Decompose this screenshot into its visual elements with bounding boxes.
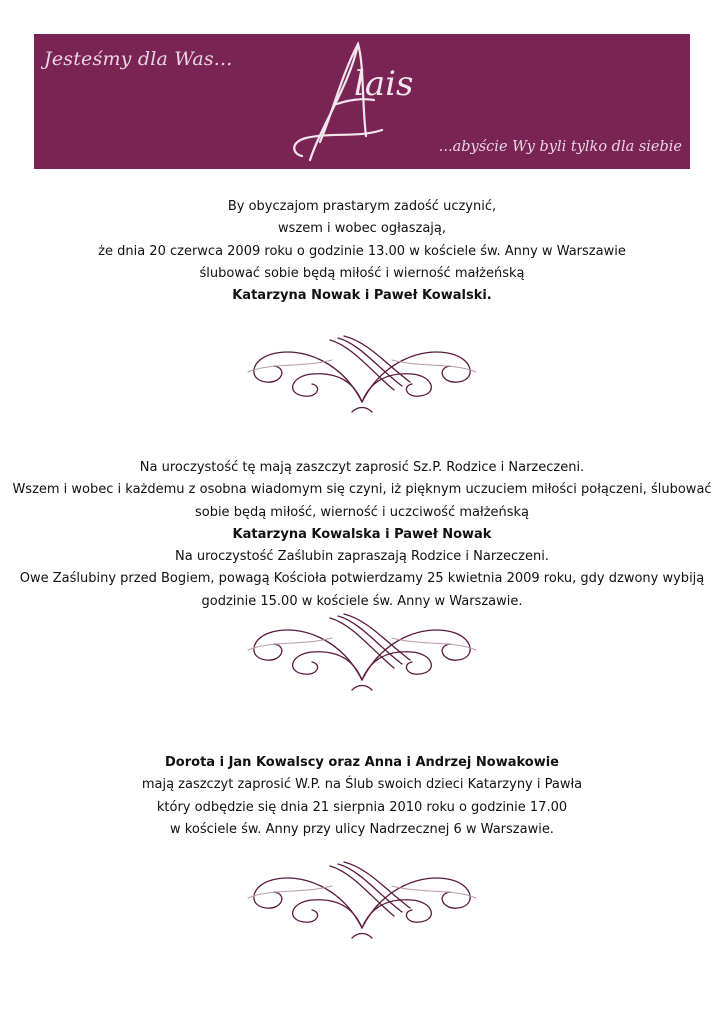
couple-names: Katarzyna Kowalska i Paweł Nowak	[232, 526, 492, 542]
text-line: Wszem i wobec i każdemu z osobna wiadomym się czyni, iż pięknym uczuciem miłości połączeni, ślubować	[12, 482, 712, 498]
alais-logo	[262, 34, 422, 169]
announcement-3	[0, 752, 724, 841]
text-line: By obyczajom prastarym zadość uczynić,	[227, 199, 497, 214]
logo-wordmark: lais	[354, 64, 414, 104]
flourish-ornament-icon	[242, 858, 482, 940]
text-line: mają zaszczyt zaprosić W.P. na Ślub swoich dzieci Katarzyny i Pawła	[141, 777, 583, 793]
text-line: który odbędzie się dnia 21 sierpnia 2010 roku o godzinie 17.00	[156, 799, 568, 815]
flourish-ornament-icon	[242, 610, 482, 692]
couple-names: Katarzyna Nowak i Paweł Kowalski.	[232, 288, 492, 304]
text-line: wszem i wobec ogłaszają,	[277, 221, 447, 237]
header-banner	[34, 34, 690, 169]
text-line: Na uroczystość tę mają zaszczyt zaprosić Sz.P. Rodzice i Narzeczeni.	[139, 460, 585, 475]
text-line: że dnia 20 czerwca 2009 roku o godzinie 13.00 w kościele św. Anny w Warszawie	[98, 243, 626, 259]
flourish-ornament-icon	[242, 332, 482, 414]
text-line: w kościele św. Anny przy ulicy Nadrzecznej 6 w Warszawie.	[170, 821, 554, 837]
announcement-1	[0, 196, 724, 307]
text-line: sobie będą miłość, wierność i uczciwość małżeńską	[194, 504, 530, 520]
banner-tagline-left: Jesteśmy dla Was...	[44, 48, 233, 70]
parents-names: Dorota i Jan Kowalscy oraz Anna i Andrzej Nowakowie	[165, 755, 559, 770]
text-line: godzinie 15.00 w kościele św. Anny w Warszawie.	[201, 593, 523, 609]
banner-tagline-right: ...abyście Wy byli tylko dla siebie	[438, 139, 682, 155]
text-line: Owe Zaślubiny przed Bogiem, powagą Kościoła potwierdzamy 25 kwietnia 2009 roku, gdy dzwony wybiją	[19, 571, 705, 587]
announcement-2	[0, 457, 724, 613]
text-line: Na uroczystość Zaślubin zapraszają Rodzice i Narzeczeni.	[175, 549, 549, 565]
text-line: ślubować sobie będą miłość i wierność małżeńską	[199, 265, 525, 281]
